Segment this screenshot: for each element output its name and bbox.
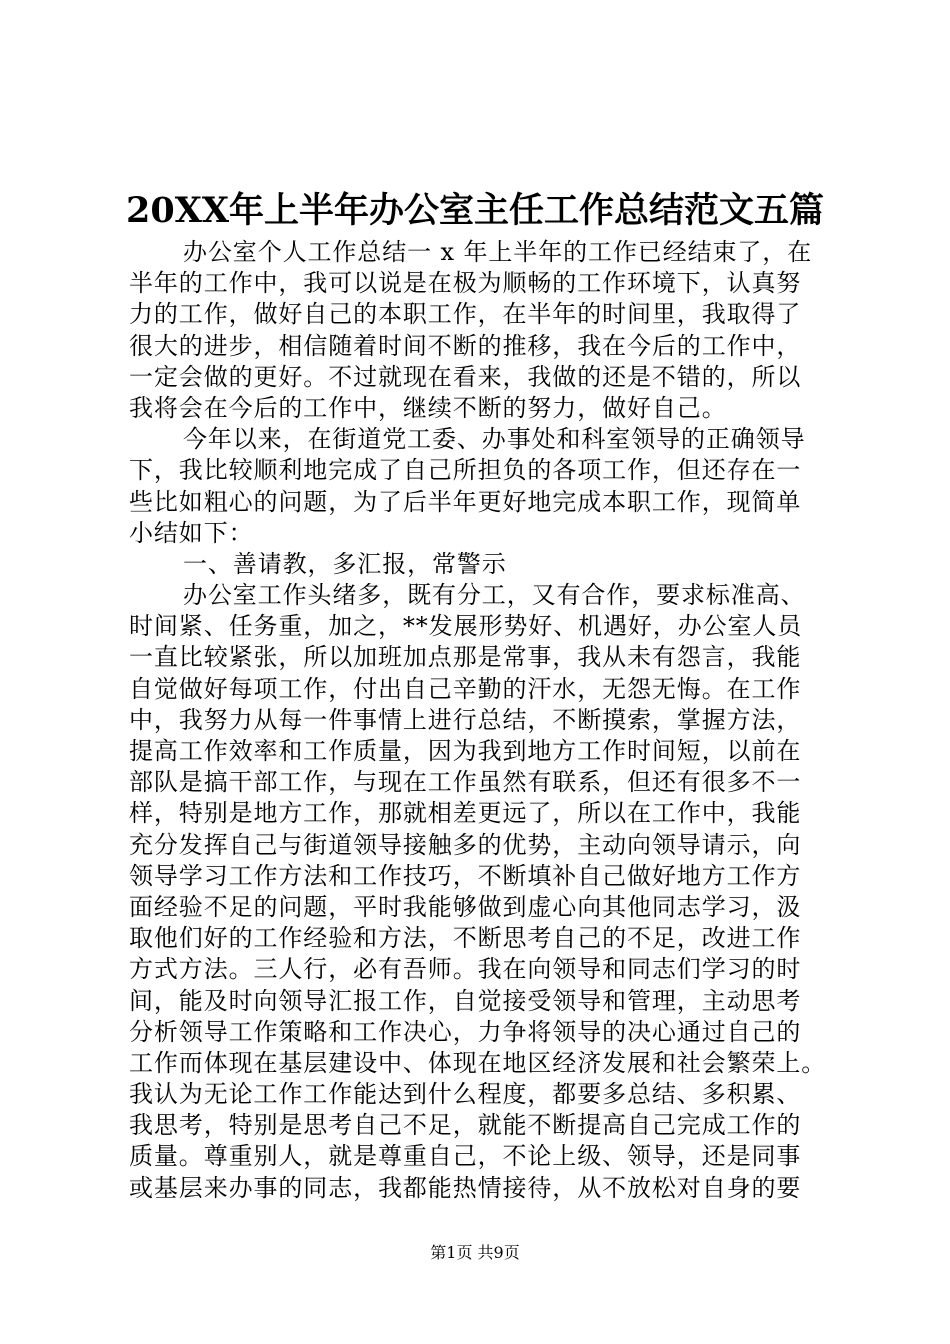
text-line: 或基层来办事的同志，我都能热情接待，从不放松对自身的要: [129, 1173, 802, 1202]
text-line: 中，我努力从每一件事情上进行总结，不断摸索，掌握方法，: [129, 705, 802, 734]
text-line: 自觉做好每项工作，付出自己辛勤的汗水，无怨无悔。在工作: [129, 674, 802, 703]
text-line: 质量。尊重别人，就是尊重自己，不论上级、领导，还是同事: [129, 1142, 802, 1171]
text-line: 一直比较紧张，所以加班加点那是常事，我从未有怨言，我能: [129, 643, 802, 672]
page-footer: 第1页 共9页: [430, 1243, 520, 1262]
text-line: 半年的工作中，我可以说是在极为顺畅的工作环境下，认真努: [129, 269, 802, 298]
text-line: 我思考，特别是思考自己不足，就能不断提高自己完成工作的: [129, 1111, 802, 1140]
text-line: 办公室个人工作总结一 x 年上半年的工作已经结束了，在: [183, 238, 813, 266]
text-line: 方式方法。三人行，必有吾师。我在向领导和同志们学习的时: [129, 955, 802, 984]
text-line: 部队是搞干部工作，与现在工作虽然有联系，但还有很多不一: [129, 768, 802, 797]
text-line: 样，特别是地方工作，那就相差更远了，所以在工作中，我能: [129, 799, 802, 828]
text-line: 我将会在今后的工作中，继续不断的努力，做好自己。: [129, 393, 727, 422]
text-line: 些比如粗心的问题，为了后半年更好地完成本职工作，现简单: [129, 487, 802, 516]
text-line: 时间紧、任务重，加之，**发展形势好、机遇好，办公室人员: [129, 612, 803, 641]
text-line: 面经验不足的问题，平时我能够做到虚心向其他同志学习，汲: [129, 892, 802, 921]
text-line: 分析领导工作策略和工作决心，力争将领导的决心通过自己的: [129, 1017, 802, 1046]
text-line: 办公室工作头绪多，既有分工，又有合作，要求标准高、: [183, 581, 806, 610]
text-line: 充分发挥自己与街道领导接触多的优势，主动向领导请示，向: [129, 830, 802, 859]
text-line: 一、善请教，多汇报，常警示: [183, 549, 507, 578]
text-line: 一定会做的更好。不过就现在看来，我做的还是不错的，所以: [129, 362, 802, 391]
text-line: 间，能及时向领导汇报工作，自觉接受领导和管理，主动思考: [129, 986, 802, 1015]
text-line: 我认为无论工作工作能达到什么程度，都要多总结、多积累、: [129, 1080, 802, 1109]
text-line: 取他们好的工作经验和方法，不断思考自己的不足，改进工作: [129, 924, 802, 953]
text-line: 今年以来，在街道党工委、办事处和科室领导的正确领导: [183, 425, 806, 454]
text-line: 提高工作效率和工作质量，因为我到地方工作时间短，以前在: [129, 737, 802, 765]
text-line: 领导学习工作方法和工作技巧，不断填补自己做好地方工作方: [129, 861, 802, 890]
text-line: 很大的进步，相信随着时间不断的推移，我在今后的工作中，: [129, 331, 802, 360]
text-line: 力的工作，做好自己的本职工作，在半年的时间里，我取得了: [129, 300, 802, 329]
document-title: 20XX年上半年办公室主任工作总结范文五篇: [125, 190, 825, 231]
document-body: [129, 237, 849, 1204]
text-line: 工作而体现在基层建设中、体现在地区经济发展和社会繁荣上。: [129, 1048, 827, 1077]
text-line: 下，我比较顺利地完成了自己所担负的各项工作，但还存在一: [129, 456, 802, 485]
text-line: 小结如下：: [129, 518, 254, 547]
